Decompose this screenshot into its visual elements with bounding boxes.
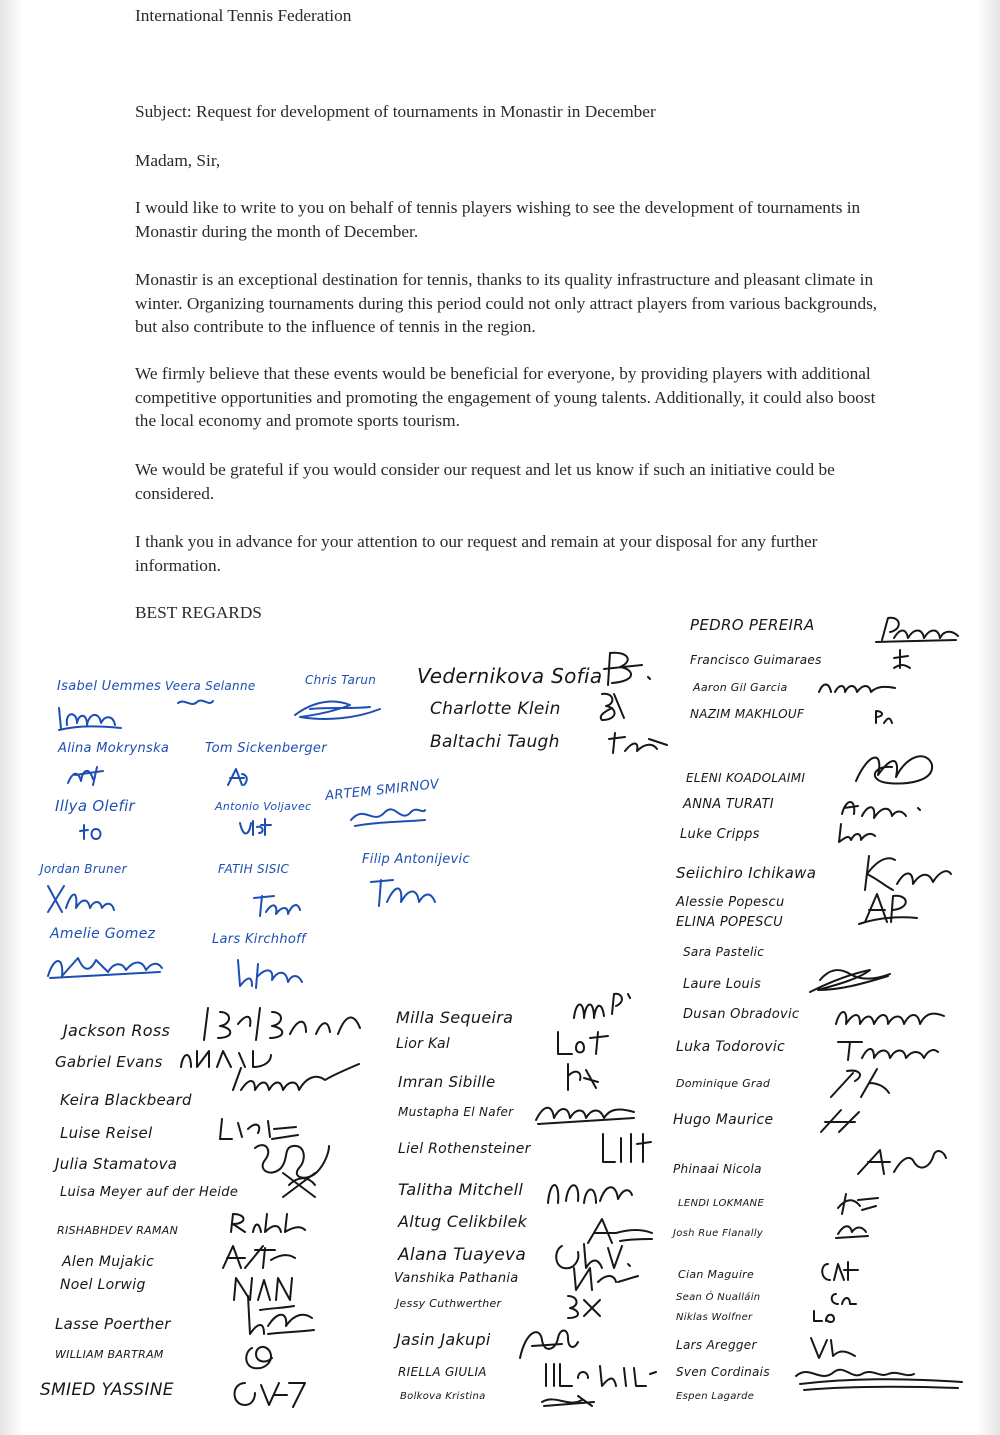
signature-mark bbox=[833, 820, 878, 846]
paragraph: We would be grateful if you would consider our request and let us know if such an initiative could be considered. bbox=[135, 460, 835, 503]
signature-mark bbox=[830, 1002, 950, 1032]
signature-mark bbox=[238, 1290, 318, 1340]
signature-name: Sara Pastelic bbox=[683, 945, 765, 959]
signature-name: Lars Kirchhoff bbox=[212, 932, 306, 947]
signature-name: PEDRO PEREIRA bbox=[690, 616, 815, 634]
page-edge-shadow bbox=[0, 0, 22, 1435]
signature-name: Keira Blackbeard bbox=[60, 1091, 192, 1109]
signature-mark bbox=[595, 1130, 660, 1168]
signature-mark bbox=[40, 880, 120, 918]
signature-name: Imran Sibille bbox=[398, 1073, 496, 1091]
signature-name: Lars Aregger bbox=[676, 1338, 757, 1352]
signature-mark bbox=[872, 612, 962, 646]
signature-name: Antonio Voljavec bbox=[215, 800, 312, 813]
signature-mark bbox=[890, 646, 912, 672]
signature-mark bbox=[345, 800, 430, 830]
signature-name: Espen Lagarde bbox=[676, 1391, 755, 1402]
signature-mark bbox=[365, 872, 440, 912]
signature-mark bbox=[855, 888, 920, 930]
signature-name: Altug Celikbilek bbox=[398, 1212, 528, 1231]
signature-name: ELENI KOADOLAIMI bbox=[686, 771, 806, 785]
signature-name: Luisa Meyer auf der Heide bbox=[60, 1185, 239, 1200]
signature-name: Chris Tarun bbox=[305, 673, 377, 687]
signature-name: Tom Sickenberger bbox=[205, 741, 327, 756]
signature-mark bbox=[808, 1305, 840, 1327]
signature-name: Phinaai Nicola bbox=[673, 1162, 762, 1176]
signature-name: Laure Louis bbox=[683, 977, 762, 992]
signature-name: Alen Mujakic bbox=[62, 1254, 155, 1270]
signature-mark bbox=[222, 765, 252, 790]
signature-name: Jasin Jakupi bbox=[396, 1330, 491, 1349]
signature-name: Francisco Guimaraes bbox=[690, 653, 822, 667]
signature-name: RISHABHDEV RAMAN bbox=[57, 1224, 179, 1237]
signature-mark bbox=[825, 1063, 895, 1103]
signature-mark bbox=[848, 745, 938, 793]
signature-name: Alana Tuayeva bbox=[398, 1245, 527, 1265]
signature-mark bbox=[815, 1104, 865, 1138]
signature-mark bbox=[540, 1173, 635, 1209]
signature-mark bbox=[228, 956, 308, 992]
signature-mark bbox=[198, 1004, 368, 1044]
signature-mark bbox=[850, 1142, 950, 1180]
signature-name: Alina Mokrynska bbox=[58, 741, 170, 756]
paragraph: I would like to write to you on behalf of tennis players wishing to see the development of tournaments in Monastir during the month of December. bbox=[135, 198, 861, 241]
signature-mark bbox=[235, 815, 275, 840]
signature-mark bbox=[290, 695, 385, 725]
closing: BEST REGARDS bbox=[135, 603, 262, 622]
signature-mark bbox=[538, 1392, 598, 1410]
signature-mark bbox=[605, 727, 670, 757]
signature-name: Amelie Gomez bbox=[50, 926, 156, 942]
signature-name: ANNA TURATI bbox=[683, 797, 774, 812]
signature-mark bbox=[530, 1100, 640, 1128]
signature-name: Lior Kal bbox=[396, 1036, 451, 1052]
signature-name: Illya Olefir bbox=[55, 797, 136, 815]
signature-mark bbox=[550, 1028, 610, 1060]
signature-mark bbox=[225, 1060, 365, 1100]
signature-mark bbox=[225, 1375, 315, 1415]
signature-name: Talitha Mitchell bbox=[398, 1180, 524, 1199]
signature-name: Gabriel Evans bbox=[55, 1053, 163, 1071]
signature-name: Dusan Obradovic bbox=[683, 1007, 800, 1022]
salutation: Madam, Sir, bbox=[135, 151, 221, 170]
signature-name: Baltachi Taugh bbox=[430, 732, 560, 752]
signature-mark bbox=[815, 678, 900, 698]
signature-mark bbox=[275, 1165, 325, 1205]
recipient: International Tennis Federation bbox=[135, 6, 352, 25]
signature-name: Luise Reisel bbox=[60, 1124, 153, 1142]
signature-name: Alessie Popescu bbox=[676, 895, 785, 910]
signature-name: Luke Cripps bbox=[680, 827, 760, 842]
signature-mark bbox=[225, 1210, 310, 1238]
signature-name: LENDI LOKMANE bbox=[678, 1198, 765, 1209]
paragraph: I thank you in advance for your attention to our request and remain at your disposal for any further information. bbox=[135, 532, 818, 575]
signature-mark bbox=[598, 647, 658, 689]
signature-name: Bolkova Kristina bbox=[400, 1391, 486, 1402]
signature-name: Sean Ó Nualláin bbox=[676, 1292, 761, 1303]
signature-name: Cian Maguire bbox=[678, 1268, 755, 1281]
signature-name: Mustapha El Nafer bbox=[398, 1105, 514, 1119]
signature-name: Niklas Wolfner bbox=[676, 1312, 753, 1323]
signature-name: Jackson Ross bbox=[63, 1021, 171, 1040]
signature-mark bbox=[215, 1240, 300, 1275]
signature-mark bbox=[42, 948, 167, 983]
paragraph: We firmly believe that these events would be beneficial for everyone, by providing players with additional competitive opportunities and promoting the engagement of young talents. Additionally, it could also boost the local economy and promote sports tourism. bbox=[135, 364, 876, 430]
signature-name: Aaron Gil Garcia bbox=[693, 681, 788, 694]
signature-mark bbox=[55, 703, 125, 733]
signature-name: Veera Selanne bbox=[165, 679, 256, 693]
signature-name: Sven Cordinais bbox=[676, 1365, 770, 1379]
signature-name: Dominique Grad bbox=[676, 1077, 771, 1090]
signature-name: Isabel Uemmes bbox=[57, 679, 162, 694]
signature-mark bbox=[790, 1360, 970, 1394]
signature-mark bbox=[175, 695, 215, 711]
signature-mark bbox=[558, 1060, 603, 1095]
paragraph: Monastir is an exceptional destination for tennis, thanks to its quality infrastructure and pleasant climate in winter. Organizing tournaments during this period could not only attract players from various backgrounds, but also contribute to the influence of tennis in the region. bbox=[135, 270, 878, 336]
signature-mark bbox=[78, 821, 110, 843]
signature-name: ELINA POPESCU bbox=[676, 915, 783, 930]
signature-name: Hugo Maurice bbox=[673, 1112, 774, 1128]
signature-name: ARTEM SMIRNOV bbox=[324, 777, 440, 804]
subject-line: Subject: Request for development of tournaments in Monastir in December bbox=[135, 102, 656, 121]
signature-mark bbox=[568, 990, 643, 1024]
signature-name: Milla Sequeira bbox=[396, 1008, 514, 1027]
signature-mark bbox=[818, 1258, 866, 1288]
signature-name: Josh Rue Flanally bbox=[673, 1228, 764, 1239]
signature-mark bbox=[832, 1190, 882, 1216]
signature-name: Jessy Cuthwerther bbox=[396, 1297, 502, 1310]
signature-mark bbox=[240, 1340, 282, 1374]
signature-mark bbox=[63, 763, 108, 788]
signature-name: Luka Todorovic bbox=[676, 1039, 786, 1055]
signature-name: WILLIAM BARTRAM bbox=[55, 1348, 164, 1361]
signature-mark bbox=[540, 1360, 660, 1392]
signature-mark bbox=[870, 705, 895, 729]
signature-mark bbox=[560, 1290, 605, 1322]
signature-mark bbox=[594, 690, 630, 725]
signature-name: RIELLA GIULIA bbox=[398, 1365, 487, 1379]
signature-name: FATIH SISIC bbox=[218, 862, 290, 876]
signature-name: Noel Lorwig bbox=[60, 1277, 146, 1293]
signature-name: Seiichiro Ichikawa bbox=[676, 864, 817, 882]
signature-name: NAZIM MAKHLOUF bbox=[690, 707, 805, 721]
signature-mark bbox=[248, 890, 303, 920]
signature-mark bbox=[800, 962, 898, 1000]
signature-mark bbox=[832, 1034, 942, 1066]
page-edge-shadow bbox=[978, 0, 1000, 1435]
signature-name: Vanshika Pathania bbox=[394, 1271, 519, 1286]
signature-name: Charlotte Klein bbox=[430, 699, 561, 719]
signature-mark bbox=[832, 1220, 872, 1242]
signature-name: SMIED YASSINE bbox=[40, 1380, 174, 1400]
signature-name: Vedernikova Sofia bbox=[417, 664, 603, 688]
signature-name: Filip Antonijevic bbox=[362, 852, 470, 867]
signature-name: Julia Stamatova bbox=[55, 1155, 178, 1173]
signature-name: Lasse Poerther bbox=[55, 1315, 171, 1333]
signature-name: Jordan Bruner bbox=[40, 862, 127, 876]
signature-name: Liel Rothensteiner bbox=[398, 1141, 531, 1157]
signature-mark bbox=[512, 1320, 582, 1365]
